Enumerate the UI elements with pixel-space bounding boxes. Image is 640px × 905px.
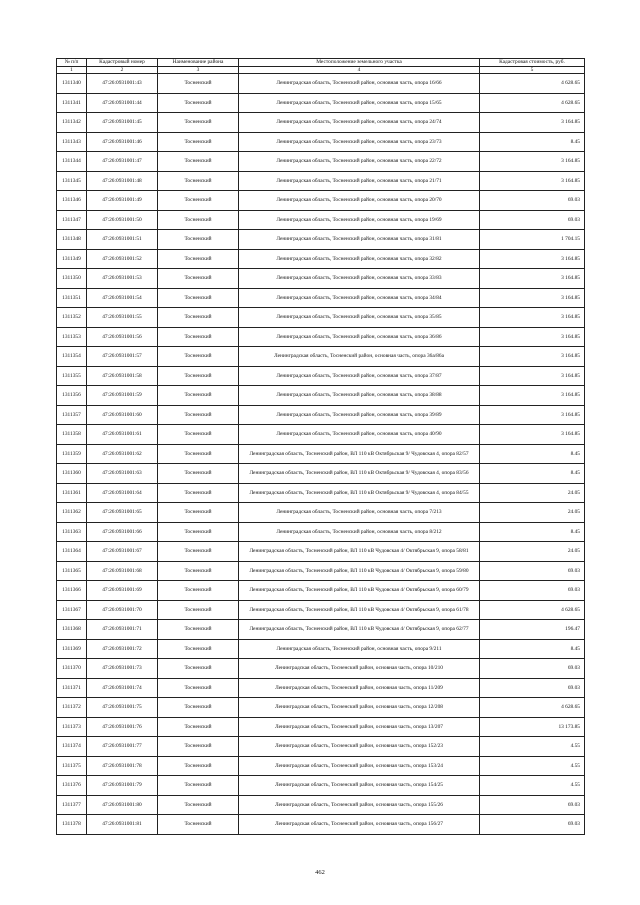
cell-cadastral-value: 4 628.65 <box>480 74 585 94</box>
cell-cadastral-number: 47:26:0931001:58 <box>87 366 158 386</box>
cell-row-number: 1311360 <box>57 464 87 484</box>
table-row <box>57 210 585 230</box>
cell-cadastral-value: 69.03 <box>480 210 585 230</box>
cell-location: Ленинградская область, Тосненский район, основная часть, опора 16/66 <box>239 74 480 94</box>
cell-cadastral-number: 47:26:0931001:79 <box>87 776 158 796</box>
cell-row-number: 1311350 <box>57 269 87 289</box>
table-row <box>57 288 585 308</box>
table-row <box>57 776 585 796</box>
cell-cadastral-number: 47:26:0931001:72 <box>87 639 158 659</box>
cell-cadastral-number: 47:26:0931001:70 <box>87 600 158 620</box>
cell-location: Ленинградская область, Тосненский район, основная часть, опора 154/25 <box>239 776 480 796</box>
cell-district: Тосненский <box>158 483 239 503</box>
table-row <box>57 737 585 757</box>
cell-location: Ленинградская область, Тосненский район, основная часть, опора 22/72 <box>239 152 480 172</box>
cell-location: Ленинградская область, Тосненский район, основная часть, опора 153/24 <box>239 756 480 776</box>
cell-district: Тосненский <box>158 717 239 737</box>
table-row <box>57 327 585 347</box>
cell-cadastral-value: 4.55 <box>480 756 585 776</box>
cell-district: Тосненский <box>158 288 239 308</box>
cell-row-number: 1311370 <box>57 659 87 679</box>
cell-district: Тосненский <box>158 444 239 464</box>
cell-cadastral-number: 47:26:0931001:65 <box>87 503 158 523</box>
cell-row-number: 1311351 <box>57 288 87 308</box>
cell-location: Ленинградская область, Тосненский район, основная часть, опора 31/81 <box>239 230 480 250</box>
cell-location: Ленинградская область, Тосненский район, основная часть, опора 40/90 <box>239 425 480 445</box>
cell-location: Ленинградская область, Тосненский район, основная часть, опора 32/82 <box>239 249 480 269</box>
cell-row-number: 1311363 <box>57 522 87 542</box>
cell-cadastral-value: 69.03 <box>480 815 585 835</box>
cell-cadastral-number: 47:26:0931001:48 <box>87 171 158 191</box>
cell-cadastral-number: 47:26:0931001:59 <box>87 386 158 406</box>
cell-cadastral-number: 47:26:0931001:54 <box>87 288 158 308</box>
cell-row-number: 1311346 <box>57 191 87 211</box>
cell-cadastral-value: 69.03 <box>480 678 585 698</box>
cell-location: Ленинградская область, Тосненский район, основная часть, опора 15/65 <box>239 93 480 113</box>
cell-cadastral-value: 69.03 <box>480 191 585 211</box>
cell-location: Ленинградская область, Тосненский район, основная часть, опора 9/211 <box>239 639 480 659</box>
cell-cadastral-value: 3 164.85 <box>480 249 585 269</box>
cell-cadastral-number: 47:26:0931001:80 <box>87 795 158 815</box>
cell-location: Ленинградская область, Тосненский район, основная часть, опора 34/84 <box>239 288 480 308</box>
table-row <box>57 678 585 698</box>
cell-cadastral-value: 8.45 <box>480 464 585 484</box>
cell-cadastral-value: 69.03 <box>480 581 585 601</box>
cell-location: Ленинградская область, Тосненский район, основная часть, опора 152/23 <box>239 737 480 757</box>
cell-location: Ленинградская область, Тосненский район, ВЛ 110 кВ Чудовская 4/ Октябрьская 9, опора 58/81 <box>239 542 480 562</box>
cell-cadastral-number: 47:26:0931001:43 <box>87 74 158 94</box>
cell-row-number: 1311377 <box>57 795 87 815</box>
cell-cadastral-number: 47:26:0931001:52 <box>87 249 158 269</box>
cell-row-number: 1311368 <box>57 620 87 640</box>
cell-location: Ленинградская область, Тосненский район, основная часть, опора 13/207 <box>239 717 480 737</box>
cell-location: Ленинградская область, Тосненский район, основная часть, опора 33/83 <box>239 269 480 289</box>
header-cadastral-value: Кадастровая стоимость, руб. <box>480 59 585 67</box>
cell-cadastral-value: 3 164.85 <box>480 269 585 289</box>
cell-district: Тосненский <box>158 659 239 679</box>
cell-cadastral-number: 47:26:0931001:57 <box>87 347 158 367</box>
cell-cadastral-value: 4.55 <box>480 776 585 796</box>
table-row <box>57 483 585 503</box>
cell-location: Ленинградская область, Тосненский район, основная часть, опора 36а/86а <box>239 347 480 367</box>
table-row <box>57 425 585 445</box>
cell-cadastral-number: 47:26:0931001:68 <box>87 561 158 581</box>
cell-district: Тосненский <box>158 210 239 230</box>
cell-cadastral-value: 3 164.85 <box>480 366 585 386</box>
cell-cadastral-value: 3 164.85 <box>480 425 585 445</box>
cell-row-number: 1311353 <box>57 327 87 347</box>
cadastral-value-table <box>56 58 585 835</box>
cell-cadastral-number: 47:26:0931001:69 <box>87 581 158 601</box>
cell-cadastral-value: 24.05 <box>480 503 585 523</box>
cell-cadastral-number: 47:26:0931001:67 <box>87 542 158 562</box>
cell-district: Тосненский <box>158 366 239 386</box>
cell-cadastral-number: 47:26:0931001:46 <box>87 132 158 152</box>
cell-cadastral-value: 3 164.85 <box>480 308 585 328</box>
table-row <box>57 132 585 152</box>
column-number-5: 5 <box>480 67 585 74</box>
cell-row-number: 1311376 <box>57 776 87 796</box>
table-row <box>57 113 585 133</box>
table-row <box>57 386 585 406</box>
cell-cadastral-number: 47:26:0931001:81 <box>87 815 158 835</box>
header-district-name: Наименование района <box>158 59 239 67</box>
cell-cadastral-value: 4 628.65 <box>480 600 585 620</box>
cell-district: Тосненский <box>158 269 239 289</box>
cell-location: Ленинградская область, Тосненский район, ВЛ 110 кВ Чудовская 4/ Октябрьская 9, опора 59/80 <box>239 561 480 581</box>
cell-cadastral-number: 47:26:0931001:66 <box>87 522 158 542</box>
table-row <box>57 717 585 737</box>
cell-cadastral-number: 47:26:0931001:77 <box>87 737 158 757</box>
cell-district: Тосненский <box>158 132 239 152</box>
table-row <box>57 366 585 386</box>
column-number-1: 1 <box>57 67 87 74</box>
cell-cadastral-value: 8.45 <box>480 444 585 464</box>
cell-row-number: 1311342 <box>57 113 87 133</box>
cell-district: Тосненский <box>158 698 239 718</box>
cell-location: Ленинградская область, Тосненский район, основная часть, опора 155/26 <box>239 795 480 815</box>
header-row-number: № п/п <box>57 59 87 67</box>
cell-cadastral-number: 47:26:0931001:45 <box>87 113 158 133</box>
cell-cadastral-value: 3 164.85 <box>480 347 585 367</box>
cell-district: Тосненский <box>158 678 239 698</box>
table-row <box>57 698 585 718</box>
cell-cadastral-value: 3 164.85 <box>480 405 585 425</box>
cell-row-number: 1311352 <box>57 308 87 328</box>
cell-district: Тосненский <box>158 522 239 542</box>
table-row <box>57 152 585 172</box>
cell-cadastral-number: 47:26:0931001:71 <box>87 620 158 640</box>
cell-cadastral-number: 47:26:0931001:49 <box>87 191 158 211</box>
cell-cadastral-number: 47:26:0931001:56 <box>87 327 158 347</box>
cell-row-number: 1311369 <box>57 639 87 659</box>
cell-district: Тосненский <box>158 93 239 113</box>
cell-cadastral-value: 8.45 <box>480 639 585 659</box>
page-number: 462 <box>315 869 325 876</box>
cell-row-number: 1311348 <box>57 230 87 250</box>
cell-cadastral-value: 4 628.65 <box>480 93 585 113</box>
cell-cadastral-value: 3 164.85 <box>480 288 585 308</box>
cell-cadastral-number: 47:26:0931001:51 <box>87 230 158 250</box>
cell-location: Ленинградская область, Тосненский район, основная часть, опора 38/88 <box>239 386 480 406</box>
cell-location: Ленинградская область, Тосненский район, основная часть, опора 8/212 <box>239 522 480 542</box>
cell-cadastral-value: 69.03 <box>480 795 585 815</box>
cell-row-number: 1311344 <box>57 152 87 172</box>
table-row <box>57 444 585 464</box>
cell-location: Ленинградская область, Тосненский район, основная часть, опора 12/208 <box>239 698 480 718</box>
table-row <box>57 639 585 659</box>
column-number-2: 2 <box>87 67 158 74</box>
cell-cadastral-number: 47:26:0931001:73 <box>87 659 158 679</box>
cell-cadastral-value: 196.47 <box>480 620 585 640</box>
cell-cadastral-value: 13 173.85 <box>480 717 585 737</box>
cell-cadastral-value: 3 164.85 <box>480 113 585 133</box>
cell-cadastral-value: 69.03 <box>480 659 585 679</box>
table-row <box>57 74 585 94</box>
cell-district: Тосненский <box>158 230 239 250</box>
cell-district: Тосненский <box>158 542 239 562</box>
cell-cadastral-number: 47:26:0931001:78 <box>87 756 158 776</box>
cell-row-number: 1311372 <box>57 698 87 718</box>
cell-district: Тосненский <box>158 308 239 328</box>
cell-cadastral-value: 8.45 <box>480 132 585 152</box>
table-row <box>57 308 585 328</box>
table-row <box>57 269 585 289</box>
cell-cadastral-value: 4.55 <box>480 737 585 757</box>
header-location: Местоположение земельного участка <box>239 59 480 67</box>
table-row <box>57 171 585 191</box>
table-row <box>57 249 585 269</box>
cell-district: Тосненский <box>158 639 239 659</box>
cell-location: Ленинградская область, Тосненский район, основная часть, опора 19/69 <box>239 210 480 230</box>
cell-district: Тосненский <box>158 756 239 776</box>
table-row <box>57 230 585 250</box>
table-header-row <box>57 59 585 67</box>
table-row <box>57 464 585 484</box>
cell-cadastral-value: 3 164.85 <box>480 386 585 406</box>
cell-district: Тосненский <box>158 503 239 523</box>
cell-cadastral-value: 1 704.15 <box>480 230 585 250</box>
table-row <box>57 542 585 562</box>
cell-district: Тосненский <box>158 737 239 757</box>
cell-location: Ленинградская область, Тосненский район, основная часть, опора 20/70 <box>239 191 480 211</box>
cell-cadastral-number: 47:26:0931001:61 <box>87 425 158 445</box>
table-row <box>57 561 585 581</box>
cell-row-number: 1311355 <box>57 366 87 386</box>
cell-district: Тосненский <box>158 561 239 581</box>
cell-district: Тосненский <box>158 464 239 484</box>
cell-location: Ленинградская область, Тосненский район, основная часть, опора 156/27 <box>239 815 480 835</box>
cell-district: Тосненский <box>158 581 239 601</box>
table-row <box>57 659 585 679</box>
cell-cadastral-value: 3 164.85 <box>480 152 585 172</box>
cell-row-number: 1311354 <box>57 347 87 367</box>
cell-row-number: 1311362 <box>57 503 87 523</box>
cell-district: Тосненский <box>158 815 239 835</box>
cell-location: Ленинградская область, Тосненский район, основная часть, опора 39/89 <box>239 405 480 425</box>
cell-location: Ленинградская область, Тосненский район, ВЛ 110 кВ Чудовская 4/ Октябрьская 9, опора 60/79 <box>239 581 480 601</box>
cell-district: Тосненский <box>158 113 239 133</box>
cell-row-number: 1311375 <box>57 756 87 776</box>
table-row <box>57 522 585 542</box>
cell-cadastral-value: 3 164.85 <box>480 327 585 347</box>
cell-location: Ленинградская область, Тосненский район, ВЛ 110 кВ Чудовская 4/ Октябрьская 9, опора 62/77 <box>239 620 480 640</box>
cell-district: Тосненский <box>158 620 239 640</box>
cell-row-number: 1311343 <box>57 132 87 152</box>
table-row <box>57 815 585 835</box>
cell-location: Ленинградская область, Тосненский район, ВЛ 110 кВ Октябрьская 9/ Чудовская 4, опора 82/57 <box>239 444 480 464</box>
cell-cadastral-value: 4 628.65 <box>480 698 585 718</box>
table-row <box>57 795 585 815</box>
cell-cadastral-number: 47:26:0931001:75 <box>87 698 158 718</box>
cell-district: Тосненский <box>158 191 239 211</box>
cell-location: Ленинградская область, Тосненский район, ВЛ 110 кВ Октябрьская 9/ Чудовская 4, опора 83/56 <box>239 464 480 484</box>
cell-cadastral-value: 24.05 <box>480 542 585 562</box>
cell-cadastral-number: 47:26:0931001:62 <box>87 444 158 464</box>
table-row <box>57 405 585 425</box>
cell-cadastral-number: 47:26:0931001:64 <box>87 483 158 503</box>
cell-district: Тосненский <box>158 600 239 620</box>
cell-district: Тосненский <box>158 776 239 796</box>
cell-row-number: 1311367 <box>57 600 87 620</box>
cell-cadastral-number: 47:26:0931001:55 <box>87 308 158 328</box>
table-column-number-row <box>57 67 585 74</box>
cell-row-number: 1311378 <box>57 815 87 835</box>
cell-cadastral-number: 47:26:0931001:47 <box>87 152 158 172</box>
cell-cadastral-value: 8.45 <box>480 522 585 542</box>
cell-location: Ленинградская область, Тосненский район, основная часть, опора 11/209 <box>239 678 480 698</box>
cell-district: Тосненский <box>158 386 239 406</box>
table-row <box>57 93 585 113</box>
table-row <box>57 581 585 601</box>
cell-row-number: 1311347 <box>57 210 87 230</box>
table-row <box>57 191 585 211</box>
cell-location: Ленинградская область, Тосненский район, основная часть, опора 24/74 <box>239 113 480 133</box>
cell-row-number: 1311357 <box>57 405 87 425</box>
header-cadastral-number: Кадастровый номер <box>87 59 158 67</box>
cell-cadastral-number: 47:26:0931001:53 <box>87 269 158 289</box>
cell-row-number: 1311356 <box>57 386 87 406</box>
cell-location: Ленинградская область, Тосненский район, основная часть, опора 36/86 <box>239 327 480 347</box>
cell-district: Тосненский <box>158 327 239 347</box>
cell-cadastral-value: 3 164.85 <box>480 171 585 191</box>
cell-row-number: 1311371 <box>57 678 87 698</box>
cell-row-number: 1311373 <box>57 717 87 737</box>
cell-row-number: 1311341 <box>57 93 87 113</box>
cell-location: Ленинградская область, Тосненский район, основная часть, опора 7/213 <box>239 503 480 523</box>
table-row <box>57 620 585 640</box>
column-number-3: 3 <box>158 67 239 74</box>
cell-district: Тосненский <box>158 425 239 445</box>
cell-cadastral-value: 24.05 <box>480 483 585 503</box>
table-row <box>57 503 585 523</box>
cell-district: Тосненский <box>158 405 239 425</box>
cell-row-number: 1311365 <box>57 561 87 581</box>
cell-location: Ленинградская область, Тосненский район, основная часть, опора 10/210 <box>239 659 480 679</box>
cell-row-number: 1311374 <box>57 737 87 757</box>
cadastral-table-container <box>56 58 584 835</box>
cell-row-number: 1311349 <box>57 249 87 269</box>
cell-row-number: 1311358 <box>57 425 87 445</box>
cell-row-number: 1311359 <box>57 444 87 464</box>
cell-row-number: 1311366 <box>57 581 87 601</box>
cell-location: Ленинградская область, Тосненский район, основная часть, опора 35/85 <box>239 308 480 328</box>
cell-location: Ленинградская область, Тосненский район, основная часть, опора 37/87 <box>239 366 480 386</box>
table-row <box>57 600 585 620</box>
cell-cadastral-number: 47:26:0931001:60 <box>87 405 158 425</box>
cell-district: Тосненский <box>158 152 239 172</box>
cell-location: Ленинградская область, Тосненский район, ВЛ 110 кВ Чудовская 4/ Октябрьская 9, опора 61/78 <box>239 600 480 620</box>
cell-location: Ленинградская область, Тосненский район, основная часть, опора 23/73 <box>239 132 480 152</box>
table-row <box>57 756 585 776</box>
cell-district: Тосненский <box>158 795 239 815</box>
cell-cadastral-number: 47:26:0931001:76 <box>87 717 158 737</box>
column-number-4: 4 <box>239 67 480 74</box>
cell-row-number: 1311361 <box>57 483 87 503</box>
cell-district: Тосненский <box>158 171 239 191</box>
cell-cadastral-number: 47:26:0931001:74 <box>87 678 158 698</box>
cell-cadastral-value: 69.03 <box>480 561 585 581</box>
cell-district: Тосненский <box>158 249 239 269</box>
cell-row-number: 1311345 <box>57 171 87 191</box>
cell-cadastral-number: 47:26:0931001:63 <box>87 464 158 484</box>
cell-location: Ленинградская область, Тосненский район, ВЛ 110 кВ Октябрьская 9/ Чудовская 4, опора 84/55 <box>239 483 480 503</box>
cell-cadastral-number: 47:26:0931001:50 <box>87 210 158 230</box>
cell-location: Ленинградская область, Тосненский район, основная часть, опора 21/71 <box>239 171 480 191</box>
cell-district: Тосненский <box>158 347 239 367</box>
cell-cadastral-number: 47:26:0931001:44 <box>87 93 158 113</box>
table-body <box>57 74 585 835</box>
cell-district: Тосненский <box>158 74 239 94</box>
cell-row-number: 1311340 <box>57 74 87 94</box>
cell-row-number: 1311364 <box>57 542 87 562</box>
table-row <box>57 347 585 367</box>
